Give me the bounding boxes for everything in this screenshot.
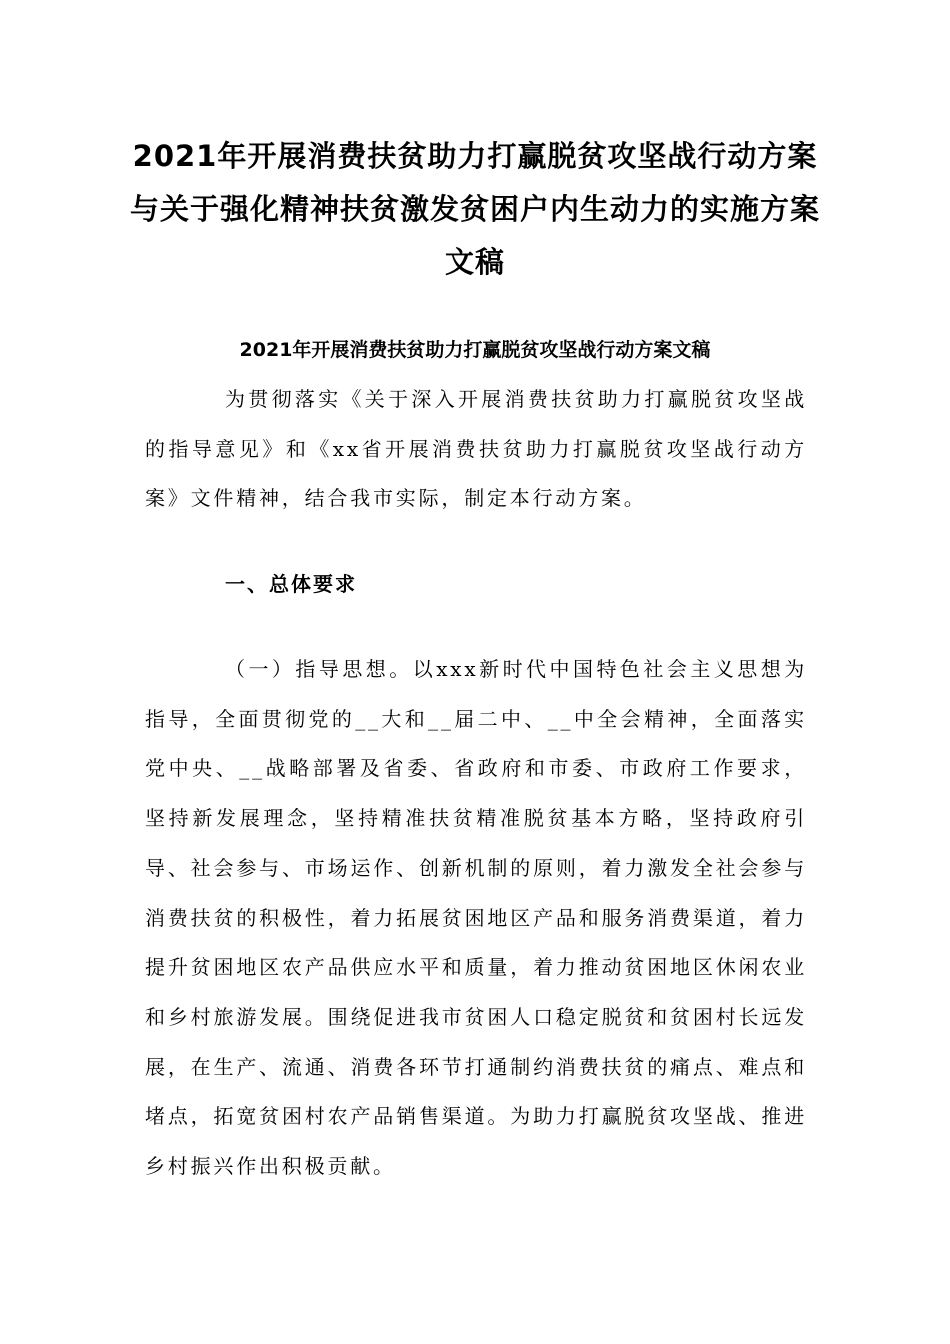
document-title — [120, 130, 830, 289]
title-line-1: 2021年开展消费扶贫助力打赢脱贫攻坚战行动方案 — [132, 139, 818, 173]
title-line-2: 与关于强化精神扶贫激发贫困户内生动力的实施方案 — [129, 192, 820, 226]
document-subtitle: 2021年开展消费扶贫助力打赢脱贫攻坚战行动方案文稿 — [239, 339, 711, 361]
section-heading: 一、总体要求 — [225, 572, 357, 596]
title-line-3: 文稿 — [444, 245, 505, 279]
intro-paragraph: 为贯彻落实《关于深入开展消费扶贫助力打赢脱贫攻坚战的指导意见》和《xx省开展消费扶贫助力打赢脱贫攻坚战行动方案》文件精神，结合我市实际，制定本行动方案。 — [145, 387, 807, 511]
body-paragraph: （一）指导思想。以xxx新时代中国特色社会主义思想为指导，全面贯彻党的__大和__届二中、__中全会精神，全面落实党中央、__战略部署及省委、省政府和市委、市政府工作要求，坚持新发展理念，坚持精准扶贫精准脱贫基本方略，坚持政府引导、社会参与、市场运作、创新机制的原则，着力激发全社会参与消费扶贫的积极性，着力拓展贫困地区产品和服务消费渠道，着力提升贫困地区农产品供应水平和质量，着力推动贫困地区休闲农业和乡村旅游发展。围绕促进我市贫困人口稳定脱贫和贫困村长远发展，在生产、流通、消费各环节打通制约消费扶贫的痛点、难点和堵点，拓宽贫困村农产品销售渠道。为助力打赢脱贫攻坚战、推进乡村振兴作出积极贡献。 — [145, 657, 807, 1179]
